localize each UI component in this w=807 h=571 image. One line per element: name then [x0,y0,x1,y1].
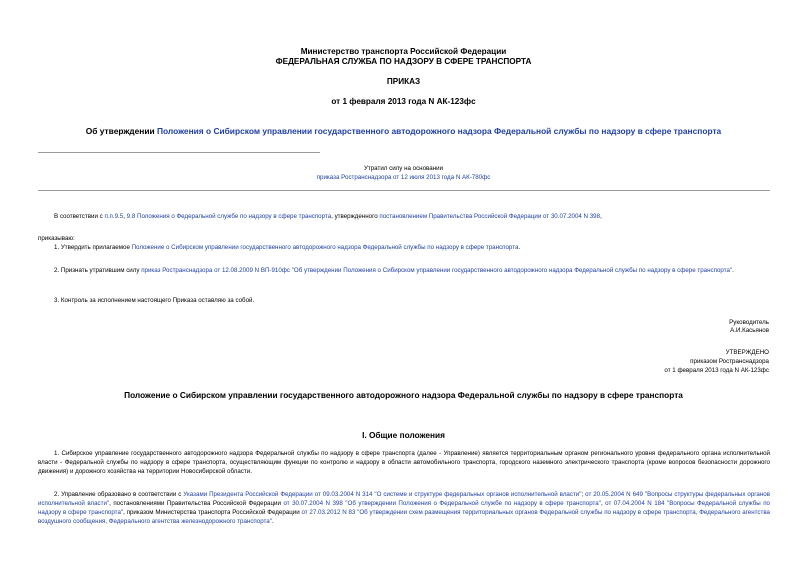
preamble-paragraph [54,213,602,221]
item-2 [38,266,770,275]
divider-top [38,152,320,153]
p2-text-d: , [600,500,606,507]
preamble-text-d: , [600,213,602,220]
item-1-link[interactable]: Положение о Сибирском управлении государственного автодорожного надзора Федеральной службы по надзору в сфере транспорта [131,244,519,251]
p2-text-a: 2. Управление образовано в соответствии с [54,491,184,498]
regulation-title: Положение о Сибирском управлении государственного автодорожного надзора Федеральной службы по надзору в сфере транспорта [124,390,683,400]
status-link[interactable]: приказа Ространснадзора от 12 июля 2013 года N АК-780фс [316,174,491,181]
service-heading: ФЕДЕРАЛЬНАЯ СЛУЖБА ПО НАДЗОРУ В СФЕРЕ ТРАНСПОРТА [275,57,532,66]
approval-line-3: от 1 февраля 2013 года N АК-123фс [664,367,769,374]
p2-link-5[interactable]: от 27.03.2012 N 83 "Об утверждении схем размещения территориальных органов Федеральной службы по надзору в сфере транспорта, Федерального агентства воздушного сообщения, Федерального агентства железнодорожного транспорта" [38,509,770,525]
doc-type-heading: ПРИКАЗ [386,77,421,86]
approval-word: УТВЕРЖДЕНО [725,349,769,356]
p2-link-4[interactable]: от 07.04.2004 N 184 "Вопросы Федеральной службы по надзору в сфере транспорта" [38,500,770,516]
regulation-paragraph-2 [38,490,770,526]
preamble-link-3[interactable]: постановлением Правительства Российской Федерации от 30.07.2004 N 398 [379,213,601,220]
p2-text-e: , приказом Министерства транспорта Российской Федерации [123,509,302,516]
preamble-text-a: В соответствии с [54,213,105,220]
title-prefix: Об утверждении [85,126,157,136]
title-link[interactable]: Положения о Сибирском управлении государственного автодорожного надзора Федеральной службы по надзору в сфере транспорта [156,126,722,136]
doc-date-heading: от 1 февраля 2013 года N АК-123фс [331,97,476,106]
item-1-text: 1. Утвердить прилагаемое [54,244,132,251]
preamble-text-b: , [123,213,127,220]
p2-text-c: , постановлениями Правительства Российской Федерации [109,500,284,507]
order-word: приказываю: [38,235,75,242]
document-title [0,126,807,137]
p2-link-2[interactable]: от 20.05.2004 N 649 "Вопросы структуры федеральных органов исполнительной власти" [38,491,770,507]
item-1-end: . [518,244,521,251]
item-1 [54,244,520,252]
section-heading: I. Общие положения [362,430,445,440]
item-2-link[interactable]: приказ Ространснадзора от 12.08.2009 N ВП-910фс "Об утверждении Положения о Сибирском управлении государственного автодорожного надзора Федеральной службы по надзору в сфере транспорта" [141,267,733,274]
divider-bottom [38,190,770,191]
signature-name: А.И.Касьянов [730,327,769,334]
approval-line-2: приказом Ространснадзора [690,358,769,365]
ministry-heading: Министерство транспорта Российской Федерации [300,47,507,56]
p2-link-1[interactable]: Указами Президента Российской Федерации от 09.03.2004 N 314 "О системе и структуре федеральных органов исполнительной власти" [183,491,582,498]
regulation-paragraph-1: 1. Сибирское управление государственного автодорожного надзора Федеральной службы по надзору в сфере транспорта (далее - Управление) является территориальным органом регионального уровня федерального органа исполнительной власти - Федеральной службы по надзору в сфере транспорта, осуществляющим функции по контролю и надзору в области автомобильного транспорта, городского наземного электрического транспорта (кроме вопросов безопасности дорожного движения) и дорожного хозяйства на территории Новосибирской области. [38,450,770,475]
preamble-link-1[interactable]: п.п.9.5 [104,213,124,220]
signature-position: Руководитель [729,319,769,326]
item-3: 3. Контроль за исполнением настоящего Приказа оставляю за собой. [54,297,255,304]
item-2-text: 2. Признать утратившим силу [54,267,142,274]
p2-text-f: . [271,518,274,525]
preamble-text-c: , утвержденного [331,213,380,220]
p2-text-b: ; [581,491,586,498]
status-line-1: Утратил силу на основании [363,165,444,172]
preamble-link-2[interactable]: 9.8 Положения о Федеральной службе по надзору в сфере транспорта [126,213,332,220]
item-2-end: . [732,267,734,274]
p2-link-3[interactable]: от 30.07.2004 N 398 "Об утверждении Положения о Федеральной службе по надзору в сфере транспорта" [283,500,601,507]
